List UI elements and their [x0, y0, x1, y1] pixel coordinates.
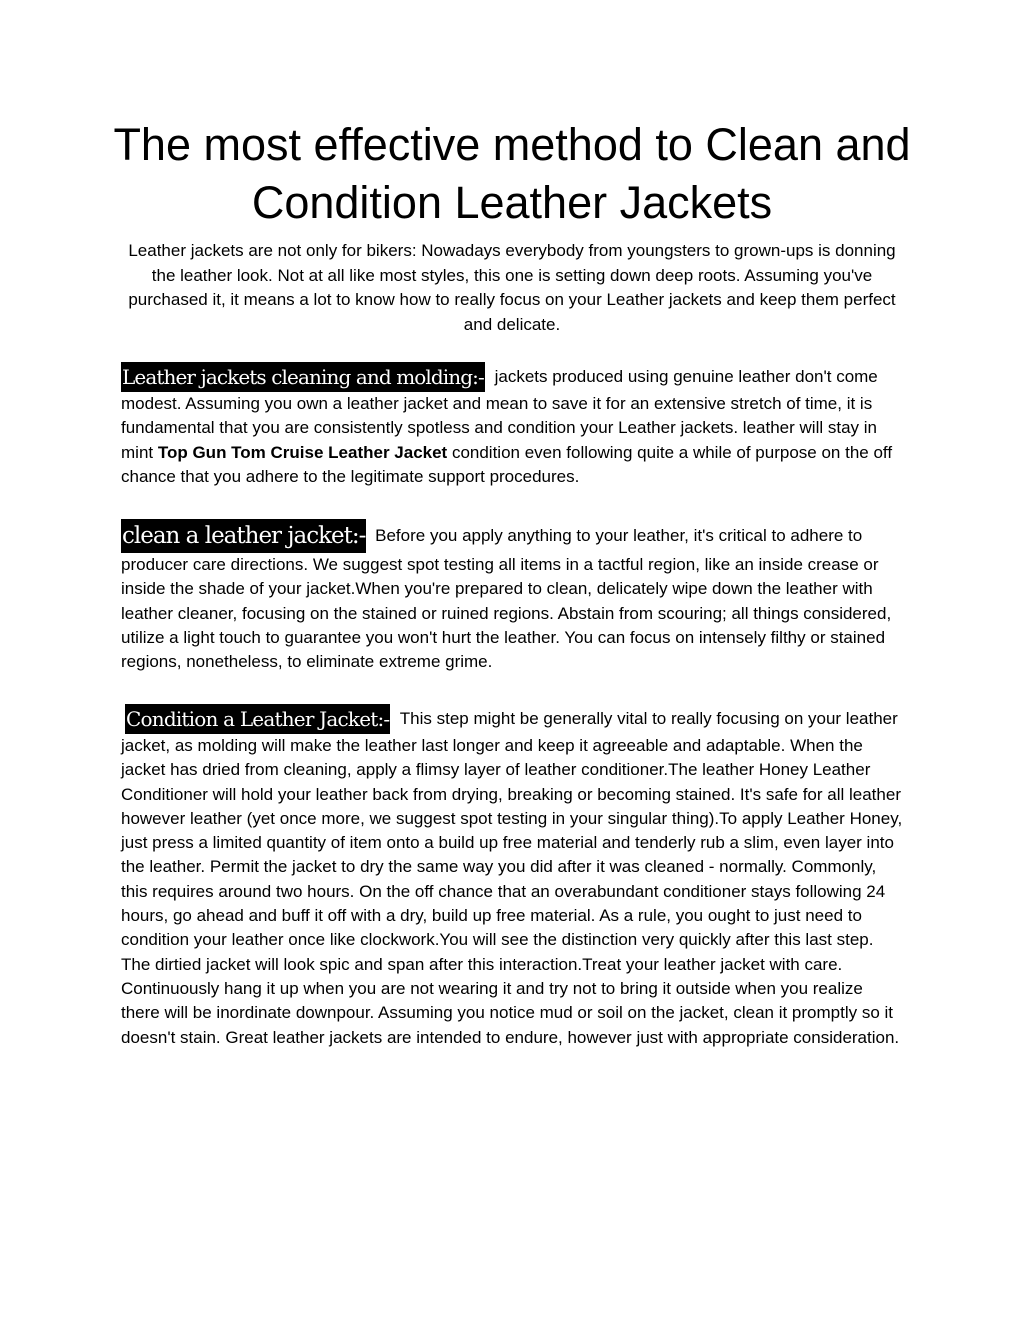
- section-cleaning-molding: [121, 362, 905, 489]
- section-heading-condition-jacket: Condition a Leather Jacket:-: [125, 704, 390, 734]
- section-heading-cleaning-molding: Leather jackets cleaning and molding:-: [121, 362, 485, 392]
- section-clean-jacket: [121, 519, 905, 674]
- section-text-cleaning-molding-end: condition even following quite a while of purpose on the off chance that you adhere to the legitimate support procedures.: [121, 442, 893, 486]
- section-heading-clean-jacket: clean a leather jacket:-: [121, 519, 366, 553]
- intro-paragraph: Leather jackets are not only for bikers: Nowadays everybody from youngsters to grown-ups is donning the leather look. Not at all like most styles, this one is setting down deep roots. Assuming you've purchased it, it means a lot to know how to really focus on your Leather jackets and keep them perfect and delicate.: [128, 241, 896, 334]
- page-title: The most effective method to Clean and Condition Leather Jackets: [113, 119, 911, 228]
- section-text-condition-jacket: This step might be generally vital to really focusing on your leather jacket, as molding will make the leather last longer and keep it agreeable and adaptable. When the jacket has dried from cleaning, apply a flimsy layer of leather conditioner.The leather Honey Leather Conditioner will hold your leather back from drying, breaking or becoming stained. It's safe for all leather however leather (yet once more, we suggest spot testing in your singular thing).To apply Leather Honey, just press a limited quantity of item onto a build up free material and tenderly rub a slim, even layer into the leather. Permit the jacket to dry the same way you did after it was cleaned - normally. Commonly, this requires around two hours. On the off chance that an overabundant conditioner stays following 24 hours, go ahead and buff it off with a dry, build up free material. As a rule, you ought to just need to condition your leather once like clockwork.You will see the distinction very quickly after this last step. The dirtied jacket will look spic and span after this interaction.Treat your leather jacket with care. Continuously hang it up when you are not wearing it and try not to bring it outside when you realize there will be inordinate downpour. Assuming you notice mud or soil on the jacket, clean it promptly so it doesn't stain. Great leather jackets are intended to endure, however just with appropriate consideration.: [121, 709, 903, 1047]
- section-text-clean-jacket: Before you apply anything to your leather, it's critical to adhere to producer care directions. We suggest spot testing all items in a tactful region, like an inside crease or inside the shade of your jacket.When you're prepared to clean, delicately wipe down the leather with leather cleaner, focusing on the stained or ruined regions. Abstain from scouring; all things considered, utilize a light touch to guarantee you won't hurt the leather. You can focus on intensely filthy or stained regions, nonetheless, to eliminate extreme grime.: [121, 526, 892, 672]
- section-text-cleaning-molding: jackets produced using genuine leather don't come modest. Assuming you own a leather jacket and mean to save it for an extensive stretch of time, it is fundamental that you are consistently spotless and condition your Leather jackets. leather will stay in mint: [121, 367, 878, 462]
- product-name-bold: Top Gun Tom Cruise Leather Jacket: [157, 442, 448, 462]
- section-condition-jacket: [121, 704, 905, 1050]
